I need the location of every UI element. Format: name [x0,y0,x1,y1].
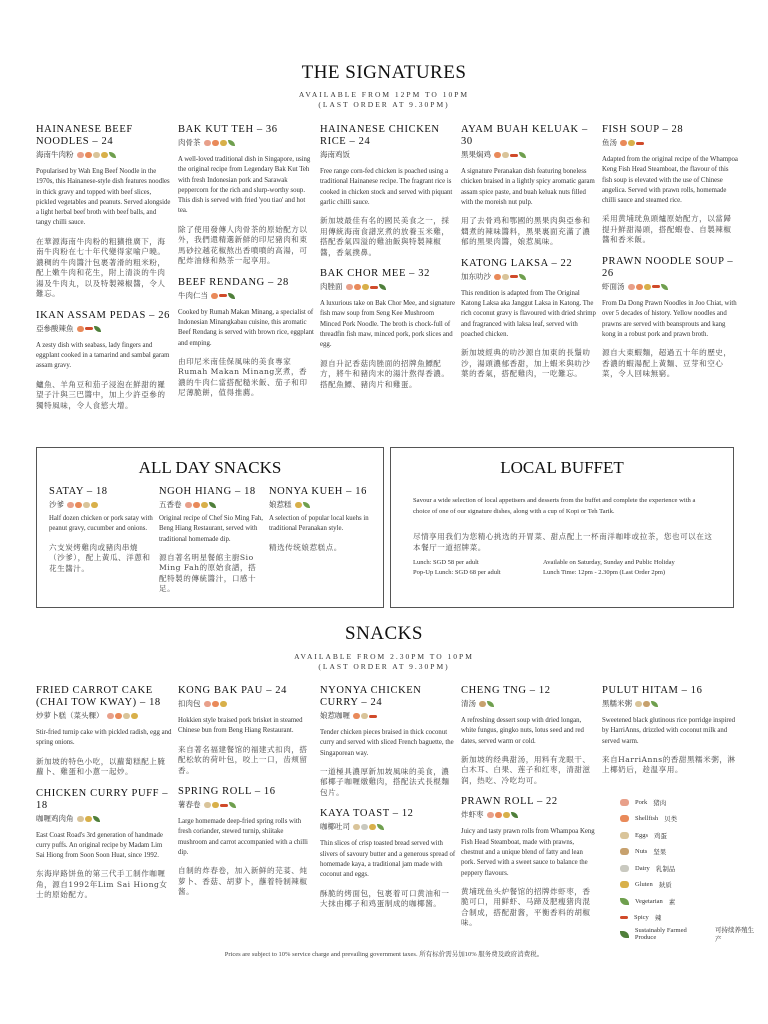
dish-name: HAINANESE BEEF NOODLES – 24 [36,124,133,147]
dish-name: AYAM BUAH KELUAK – 30 [461,124,588,147]
dish-description: Thin slices of crisp toasted bread served with slivers of savoury butter and a generous spread of homemade kaya, a traditional jam made with coconut and eggs. [320,840,456,879]
dairy-icon [620,865,629,872]
all-day-snack-item [269,486,373,563]
dish-chinese-name: 娘惹咖喱 [320,711,350,720]
dietary-icons [204,701,227,707]
dietary-icons [185,502,216,508]
dietary-icons [107,713,138,719]
dish-chinese-name: 清汤 [461,699,476,708]
dish-chinese-name-row [49,500,153,510]
shellfish-icon [115,713,122,719]
legend-item-dairy [620,860,760,877]
menu-item [178,786,314,898]
legend-label: Vegetarian [635,897,663,905]
buffet-popup-price: Pop-Up Lunch: SGD 68 per adult [413,568,501,576]
dish-name: NGOH HIANG – 18 [159,486,256,497]
dish-description: Large homemade deep-fried spring rolls with fresh coriander, stewed turnip, shiitake mushroom and carrot accompanied with a chilli dip. [178,818,308,856]
dietary-icons [295,502,310,508]
dish-name: FISH SOUP – 28 [602,124,684,135]
shellfish-icon [75,502,82,508]
legend-label: Eggs [635,831,648,839]
menu-item [178,277,314,399]
gluten-icon [369,824,376,830]
dish-name: KONG BAK PAU – 24 [178,685,287,696]
dish-chinese-name-row [36,711,172,721]
menu-item [461,124,597,248]
shellfish-icon [211,293,218,299]
dietary-icons [77,816,100,822]
menu-item [602,124,738,246]
eggs-icon [204,802,211,808]
spicy-icon [636,142,644,145]
shellfish-icon [494,152,501,158]
dish-description: Tender chicken pieces braised in thick coconut curry and served with sliced French baguette, the Singaporean way. [320,729,454,757]
dish-chinese-name: 牛肉仁当 [178,290,208,300]
dish-description-cn: 六支炭烤雞肉或豬肉串燒（沙爹），配上黃瓜、洋蔥和花生醬汁。 [49,542,151,573]
dish-description-cn: 酥脆的烤面包，包裹着可口黄油和一大抹由椰子和鸡蛋制成的咖椰酱。 [320,888,450,909]
vegetarian-icon [229,802,236,808]
vegetarian-icon [620,898,629,905]
legend-label-cn: 辣 [654,915,662,923]
signatures-availability: AVAILABLE FROM 12PM TO 10PM [298,90,470,99]
dish-description: From Da Dong Prawn Noodles in Joo Chiat, with over 5 decades of history. Yellow noodles and prawns are served with beansprouts and kang kong in a robust pork and prawn broth. [602,299,737,338]
signatures-column [461,124,597,390]
snacks-title: SNACKS [345,623,423,644]
dish-name: PRAWN ROLL – 22 [461,796,558,808]
dietary-icons [204,802,236,808]
snacks-availability: AVAILABLE FROM 2.30PM TO 10PM [294,652,474,661]
gluten-icon [220,701,227,707]
menu-item [269,486,373,553]
dietary-icons [77,326,101,332]
sustainable-icon [94,326,101,332]
spicy-icon [220,804,228,807]
shellfish-icon [85,152,92,158]
shellfish-icon [495,812,502,818]
snacks-column [178,685,314,908]
dish-description-cn: 除了使用發傳人肉骨茶的原始配方以外，我們還精選新鮮的印尼豬肉和東馬砂拉越花椒熬出香噴噴的高湯，可配炸油條和熱茶一起享用。 [178,224,308,266]
dish-name: KAYA TOAST – 12 [320,808,414,820]
dish-description: A selection of popular local kuehs in traditional Peranakan style. [269,515,369,533]
signatures-column [36,124,172,421]
shellfish-icon [354,284,361,290]
vegetarian-icon [651,701,658,707]
dish-chinese-name: 五香卷 [159,500,182,509]
pork-icon [204,701,211,707]
dish-description-cn: 一道極具濃厚新加坡風味的美食，濃郁椰子咖喱燉雞肉，搭配法式長棍麵包片。 [320,766,450,797]
menu-item [461,796,597,928]
vegetarian-icon [661,284,668,290]
dish-name: BAK CHOR MEE – 32 [320,268,430,280]
dish-description: Cooked by Rumah Makan Minang, a specialist of Indonesian Minangkabau cuisine, this aromatic Beef Rendang is served with brown rice, eggplant and emping. [178,308,314,347]
dish-description-cn: 新加坡的特色小吃，以蘿蔔糕配上腌蘿卜、雞蛋和小蔥一起炒。 [36,756,166,777]
signatures-title: THE SIGNATURES [301,62,467,83]
dietary-icons [77,152,116,158]
dietary-icons [494,274,526,280]
dish-chinese-name: 娘惹糕 [269,500,292,509]
dish-chinese-name: 海南鸡饭 [320,150,350,159]
sustainable-icon [228,293,235,299]
menu-item [36,124,172,300]
eggs-icon [635,701,642,707]
spicy-icon [652,285,660,288]
dish-description-cn: 来自HarriAnns的香甜黑糯米粥，淋上椰奶后，趁温享用。 [602,754,736,775]
buffet-schedule [543,558,675,577]
menu-item [461,685,597,786]
dish-chinese-name: 沙爹 [49,500,64,509]
dish-name: PRAWN NOODLE SOUP – 26 [602,255,734,279]
snacks-last-order: (LAST ORDER AT 9.30PM) [318,662,450,671]
dish-name: CHENG TNG – 12 [461,685,551,696]
legend-label-cn: 素 [668,898,676,906]
dish-chinese-name-row [461,810,597,820]
dish-chinese-name: 肉脞面 [320,282,343,292]
shellfish-icon [77,326,84,332]
dish-description-cn: 新加坡的经典甜汤，用料有龙眼干、白木耳、白果、莲子和红枣，清甜滋润，热吃、冷吃均可。 [461,754,591,785]
dietary-icons [494,152,526,158]
menu-item [36,685,172,778]
nuts-icon [479,701,486,707]
dish-name: PULUT HITAM – 16 [602,685,703,696]
dish-description-cn: 新加坡最佳有名的國民美食之一，採用傳統海南食譜烹煮的放養玉米雞，搭配香氣四溢的雞油飯與特製辣椒醬，香氣撲鼻。 [320,216,450,257]
dish-chinese-name: 咖喱鸡肉角 [36,813,74,823]
menu-item [49,486,153,574]
legend-item-sustainable [620,926,760,943]
dish-description: Half dozen chicken or pork satay with peanut gravy, cucumber and onions. [49,515,153,533]
dish-description-cn: 黄埔珖鱼头炉餐馆的招牌炸虾枣，香脆可口，用鲜虾、马蹄及肥瘦猪肉混合制成，搭配甜酱，平衡香料的胡椒味。 [461,886,591,928]
vegetarian-icon [377,824,384,830]
dish-description: East Coast Road's 3rd generation of handmade curry puffs. An original recipe by Madam Lim Sai Hiong from Soon Soon Huat, since 1992. [36,831,163,860]
signatures-column [602,124,738,390]
dish-description: Free range corn-fed chicken is poached using a traditional Hainanese recipe. The fragrant rice is cooked in chicken stock and served with piquant garlic chilli sauce. [320,168,453,206]
eggs-icon [502,274,509,280]
gluten-icon [503,812,510,818]
all-day-snack-item [159,486,263,605]
eggs-icon [361,713,368,719]
legend-item-vegetarian [620,893,760,910]
menu-item [602,685,738,776]
legend-label-cn: 鸡蛋 [654,832,667,840]
pork-icon [628,284,635,290]
dish-description: Original recipe of Chef Sio Ming Fah, Beng Hiang Restaurant, served with traditional homemade dip. [159,515,264,543]
dish-description-cn: 用了去骨鸡和鄂國的黑果肉與亞參和燜煮的辣味醬料，黑果裏面充滿了濃郁的黑果肉醬，娘惹風味。 [461,216,591,247]
dish-description: A well-loved traditional dish in Singapore, using the original recipe from Legendary Bak Kut Teh with fresh Indonesian pork and Sarawak peppercorn for the rich and slurp-worthy soup. This dish is served with fried 'you tiao' and hot tea. [178,156,311,215]
eggs-icon [83,502,90,508]
all-day-snack-item [49,486,153,584]
dish-chinese-name-row [320,711,456,721]
dietary-icons [628,284,668,290]
legend-item-spicy [620,910,760,927]
sustainable-icon [209,502,216,508]
dietary-icons [353,713,377,719]
legend-label-cn: 可持续养殖生产 [714,927,754,944]
price-footnote: Prices are subject to 10% service charge and prevailing government taxes. 所有标价需另加10% 服务费及政府消费税。 [224,951,544,958]
dish-name: CHICKEN CURRY PUFF – 18 [36,787,169,811]
dish-chinese-name: 咖椰吐司 [320,822,350,832]
pork-icon [204,140,211,146]
dietary-icons [346,284,386,290]
buffet-prices [413,558,501,577]
shellfish-icon [212,140,219,146]
gluten-icon [620,881,629,888]
dish-name: NONYA KUEH – 16 [269,486,367,497]
dish-description: A signature Peranakan dish featuring boneless chicken braised in a lightly spicy aromatic garam assam spice paste, and buah keluak nuts filled with the moreish nut pulp. [461,168,595,206]
menu-item [178,685,314,776]
dish-description-cn: 源自著名明星餐館主廚Sio Ming Fah的原始食譜，搭配特製的傳統醬汁，口感十足。 [159,552,257,594]
dish-chinese-name-row [36,150,172,160]
legend-label-cn: 乳制品 [655,865,676,873]
dish-name: SPRING ROLL – 16 [178,786,276,798]
dish-chinese-name-row [602,699,738,709]
eggs-icon [93,152,100,158]
dish-name: NYONYA CHICKEN CURRY – 24 [320,685,422,708]
menu-item [461,258,597,380]
dish-chinese-name-row [36,814,172,824]
legend-label-cn: 坚果 [653,849,667,857]
dish-chinese-name: 扣肉包 [178,699,201,708]
dairy-icon [361,824,368,830]
legend-label-cn: 猪肉 [653,799,667,807]
dietary-icons [635,701,658,707]
dish-chinese-name: 黑果焖鸡 [461,150,491,159]
shellfish-icon [636,284,643,290]
snacks-column [36,685,172,911]
gluten-icon [644,284,651,290]
menu-item [36,310,172,411]
nuts-icon [620,848,629,855]
menu-item [36,788,172,901]
buffet-description-cn: 尽情享用我们为您精心挑选的开胃菜、甜点配上一杯南洋咖啡或拉茶，您也可以在这本餐厅一道招牌菜。 [413,532,713,552]
gluten-icon [212,802,219,808]
dish-description-cn: 来自著名福建餐馆的福建式扣肉，搭配松软的荷叶包，咬上一口，齿颊留香。 [178,744,308,775]
menu-item [320,808,456,909]
dish-name: BEEF RENDANG – 28 [178,276,289,288]
dish-description: Adapted from the original recipe of the Whampoa Keng Fish Head Steamboat, the flavour of this fish soup is elevated with the use of Chinese angelica. Served with prawn rolls, homemade chilli sauce and steamed rice. [602,156,738,205]
dish-name: BAK KUT TEH – 36 [178,124,278,135]
dish-chinese-name-row [269,500,373,510]
dish-description-cn: 由印尼米南佳保風味的美食專家Rumah Makan Minang烹煮，香濃的牛肉仁當搭配糙米飯、茄子和印尼薄脆餅，值得推薦。 [178,356,308,398]
dish-description-cn: 源自大東蝦麵，超過五十年的歷史，香濃的蝦湯配上黃麵、豆芽和空心菜，令人回味無窮。 [602,348,732,379]
signatures-column [320,124,456,400]
legend-label-cn: 贝类 [664,816,678,824]
dish-description: A refreshing dessert soup with dried longan, white fungus, gingko nuts, lotus seed and red dates, served warm or cold. [461,717,584,745]
legend-label: Dairy [635,864,650,872]
pork-icon [346,284,353,290]
dish-chinese-name-row [178,138,314,148]
gluten-icon [628,140,635,146]
pork-icon [67,502,74,508]
gluten-icon [131,713,138,719]
dish-description-cn: 新加坡經典的叻沙源自加東的長鬚叻沙，湯頭濃郁香甜，加上蝦米與叻沙葉的香氣，搭配雞肉，一吃難忘。 [461,348,591,379]
dish-chinese-name-row [461,272,597,282]
dietary-icons [479,701,494,707]
vegetarian-icon [109,152,116,158]
dish-description-cn: 东海岸路饼鱼的第三代手工制作咖喱角，源自1992年Lim Sai Hiong女士的原始配方。 [36,869,168,900]
dish-name: KATONG LAKSA – 22 [461,257,573,269]
dish-chinese-name: 肉骨茶 [178,138,201,147]
spicy-icon [370,286,378,289]
legend-item-pork [620,794,760,811]
buffet-days: Available on Saturday, Sunday and Public Holiday [543,559,675,566]
shellfish-icon [620,140,627,146]
nuts-icon [643,701,650,707]
legend-item-shellfish [620,811,760,828]
vegetarian-icon [519,152,526,158]
vegetarian-icon [487,701,494,707]
dish-chinese-name: 黑糯米粥 [602,699,632,708]
dish-chinese-name-row [178,800,314,810]
legend-label: Shellfish [635,815,659,823]
dish-description: A luxurious take on Bak Chor Mee, and signature fish maw soup from Seng Kee Mushroom Minced Pork Noodle. The broth is chock-full of threadfin fish maw, minced pork, pork slices and egg. [320,300,455,349]
sustainable-icon [379,284,386,290]
vegetarian-icon [303,502,310,508]
legend-label: Sustainably Farmed Produce [634,927,687,942]
legend-item-eggs [620,827,760,844]
spicy-icon [369,715,377,718]
dish-name: HAINANESE CHICKEN RICE – 24 [320,124,440,147]
dietary-legend [620,794,760,943]
gluten-icon [85,816,92,822]
pork-icon [185,502,192,508]
legend-label: Spicy [634,914,649,922]
gluten-icon [201,502,208,508]
dish-name: IKAN ASSAM PEDAS – 26 [36,309,170,321]
dish-chinese-name: 海南牛肉粉 [36,150,74,159]
legend-label: Pork [635,798,648,806]
dish-chinese-name-row [36,324,172,334]
dietary-icons [211,293,235,299]
spicy-icon [510,154,518,157]
shellfish-icon [353,713,360,719]
menu-item [178,124,314,267]
dietary-icons [67,502,98,508]
dish-description: A zesty dish with seabass, lady fingers and eggplant cooked in a tamarind and sambal garam assam gravy. [36,341,170,370]
dish-chinese-name-row [602,138,738,148]
dish-description-cn: 在華源海南牛肉粉的粗獷推廣下，海南牛肉粉在七十年代變得家喻户曉。濃稠的牛肉醬汁包裹著滑的粗米粉，配上嫩牛肉和花生，附上清淡的牛肉湯及牛肉丸，以及特製辣椒醬，令人難忘。 [36,236,166,299]
gluten-icon [91,502,98,508]
dish-description: Sweetened black glutinous rice porridge inspired by HarriAnns, drizzled with coconut milk and served warm. [602,717,736,745]
sustainable-icon [511,812,518,818]
spicy-icon [620,916,628,919]
legend-item-gluten [620,877,760,894]
dish-description-cn: 源自升記香菇肉脞面的招牌魚鰾配方，將牛和豬肉末的湯汁熬得香濃。搭配魚鰾、豬肉片和雞蛋。 [320,358,450,389]
local-buffet-box [390,447,734,608]
dish-name: SATAY – 18 [49,486,108,497]
pork-icon [107,713,114,719]
dish-chinese-name: 虾面汤 [602,281,625,291]
dish-name: FRIED CARROT CAKE (CHAI TOW KWAY) – 18 [36,685,161,708]
legend-label: Gluten [635,881,653,889]
dish-chinese-name: 炒萝卜糕（菜头粿） [36,711,104,720]
menu-item [320,124,456,258]
dish-description-cn: 采用黄埔珖魚頭爐原始配方，以當歸提升鮮甜湯頭，搭配蝦卷、自製辣椒醬和香米飯。 [602,214,732,245]
dish-description-cn: 精选传统娘惹糕点。 [269,542,342,552]
dietary-icons [487,812,518,818]
sustainable-icon [93,816,100,822]
shellfish-icon [494,274,501,280]
all-day-snacks-box [36,447,384,608]
pork-icon [77,152,84,158]
spicy-icon [510,275,518,278]
vegetarian-icon [228,140,235,146]
legend-label: Nuts [635,848,648,856]
dish-chinese-name-row [178,699,314,709]
dish-description: This rendition is adapted from The Original Katong Laksa aka Janggut Laksa in Katong. The rich coconut gravy is flavoured with dried shrimp and fragranced with laksa leaf, served with poached chicken. [461,289,596,338]
signatures-column [178,124,314,409]
pork-icon [620,799,629,806]
local-buffet-title: LOCAL BUFFET [500,458,624,477]
snacks-column [461,685,597,939]
spicy-icon [219,294,227,297]
shellfish-icon [620,815,629,822]
gluten-icon [220,140,227,146]
snacks-column [320,685,456,920]
spicy-icon [85,327,93,330]
dish-description-cn: 自制的炸春卷，加入新鲜的芫荽、炖萝卜、香菇、胡萝卜，蘸着特制辣椒酱。 [178,866,308,897]
dish-chinese-name-row [461,699,597,709]
dietary-icons [204,140,235,146]
buffet-description: Savour a wide selection of local appetisers and desserts from the buffet and complete the experience with a choice of one of our signature dishes, along with a cup of Kopi or Teh Tarik. [413,497,696,515]
dish-chinese-name-row [320,822,456,832]
dish-description: Hokkien style braised pork brisket in steamed Chinese bun from Beng Hiang Restaurant. [178,717,303,735]
dietary-icons [353,824,384,830]
eggs-icon [77,816,84,822]
dish-description: Popularised by Wah Eng Beef Noodle in the 1970s, this Hainanese-style dish features noodles in thick gravy and topped with beef slices, pickled vegetables and peanuts. Served alongside a light herbal beef broth with beef balls, and tangy chilli sauce. [36,168,171,227]
menu-item [320,685,456,798]
shellfish-icon [193,502,200,508]
menu-item [159,486,263,595]
buffet-lunch-price: Lunch: SGD 58 per adult [413,559,479,566]
signatures-last-order: (LAST ORDER AT 9.30PM) [318,100,450,109]
eggs-icon [123,713,130,719]
vegetarian-icon [519,274,526,280]
buffet-time: Lunch Time: 12pm - 2.30pm (Last Order 2pm) [543,568,666,576]
dish-chinese-name-row [320,282,456,292]
sustainable-icon [620,931,629,938]
dish-chinese-name-row [159,500,263,510]
gluten-icon [362,284,369,290]
eggs-icon [502,152,509,158]
legend-label-cn: 麸质 [658,882,672,890]
menu-item [320,268,456,390]
dish-chinese-name-row [461,150,597,160]
dish-chinese-name: 炸虾枣 [461,810,484,820]
legend-item-nuts [620,844,760,861]
dish-description: Juicy and tasty prawn rolls from Whampoa Keng Fish Head Steamboat, made with prawns, chestnut and a unique blend of fatty and lean pork. Served with a sweet sauce to balance the peppery flavours. [461,828,595,877]
shellfish-icon [212,701,219,707]
dish-description-cn: 鱸魚、羊角豆和茄子浸泡在鮮甜的羅望子汁與三巴醬中，加上少許亞參的獨特風味，令人食慾大增。 [36,379,166,410]
dish-chinese-name: 薯春卷 [178,800,201,810]
gluten-icon [101,152,108,158]
all-day-snacks-title: ALL DAY SNACKS [138,458,282,477]
dish-chinese-name: 鱼汤 [602,138,617,147]
pork-icon [487,812,494,818]
snacks-column [602,685,738,786]
dish-chinese-name-row [602,282,738,292]
dish-chinese-name: 加东叻沙 [461,271,491,281]
eggs-icon [620,832,629,839]
dietary-icons [620,140,644,146]
gluten-icon [295,502,302,508]
menu-item [602,256,738,380]
dish-chinese-name-row [320,150,456,160]
eggs-icon [353,824,360,830]
dish-chinese-name: 亞參酸辣魚 [36,323,74,333]
dish-description: Stir-fried turnip cake with pickled radish, egg and spring onions. [36,729,172,747]
dish-chinese-name-row [178,291,314,301]
